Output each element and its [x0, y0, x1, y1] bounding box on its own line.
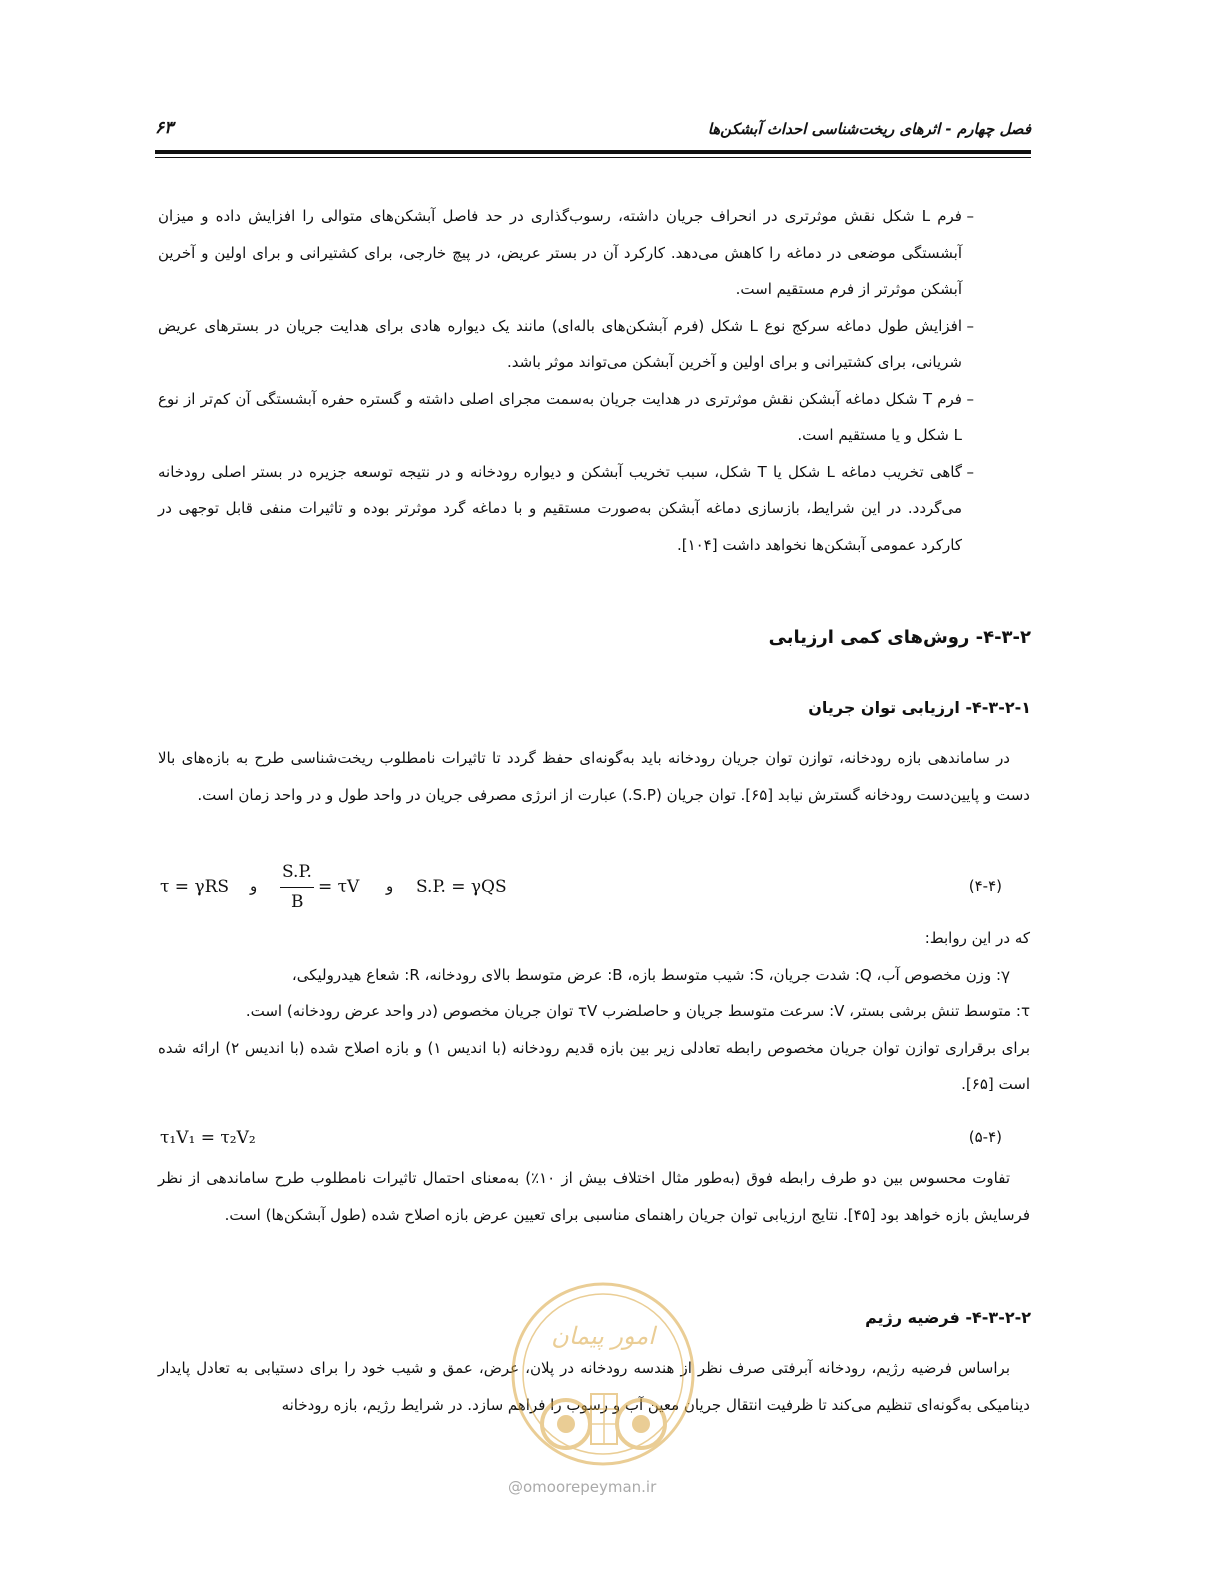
watermark-logo-text: امور پیمان — [551, 1322, 655, 1350]
page-number: ۶۳ — [155, 118, 174, 138]
list-item: – گاهی تخریب دماغه L شکل یا T شکل، سبب تخریب آبشکن و دیواره رودخانه و در نتیجه توسعه جزیره در بستر اصلی رودخانه می‌گردد. در این شرایط، بازسازی دماغه آبشکن به‌صورت مستقیم و با دماغه گرد موثرتر بوده و تاثیرات منفی قابل توجهی در کارکرد عمومی آبشکن‌ها نخواهد داشت [۱۰۴]. — [158, 454, 1030, 564]
equation-label: (۵-۴) — [968, 1128, 1002, 1146]
paragraph: تفاوت محسوس بین دو طرف رابطه فوق (به‌طور مثال اختلاف بیش از ۱۰٪) به‌معنای احتمال تاثیرات نامطلوب طرح ساماندهی از نظر فرسایش بازه خواهد بود [۴۵]. نتایج ارزیابی توان جریان راهنمای مناسبی برای تعیین عرض بازه اصلاح شده (طول آبشکن‌ها) است. — [158, 1169, 1030, 1224]
eq-frac-num: S.P. — [282, 862, 312, 882]
list-item: – افزایش طول دماغه سرکج نوع L شکل (فرم آبشکن‌های باله‌ای) مانند یک دیواره هادی برای هدایت جریان در بسترهای عریض شریانی، برای کشتیرانی و برای اولین و آخرین آبشکن می‌تواند موثر باشد. — [158, 308, 1030, 381]
bullet-list — [158, 198, 1030, 563]
section-heading: ۴-۳-۲- روش‌های کمی ارزیابی — [768, 627, 1031, 648]
equation-label: (۴-۴) — [968, 877, 1002, 895]
eq-frac-rhs: = τV — [318, 877, 360, 897]
header-rule-thin — [155, 157, 1031, 158]
chapter-title: فصل چهارم - اثرهای ریخت‌شناسی احداث آبشکن‌ها — [707, 120, 1031, 138]
definitions: که در این روابط: γ: وزن مخصوص آب، Q: شدت جریان، S: شیب متوسط بازه، B: عرض متوسط بالای رودخانه، R: شعاع هیدرولیکی، τ: متوسط تنش برشی بستر، V: سرعت متوسط جریان و حاصلضرب τV توان جریان مخصوص (در واحد عرض رودخانه) است. برای برقراری توازن توان جریان مخصوص رابطه تعادلی زیر بین بازه قدیم رودخانه (با اندیس ۱) و بازه اصلاح شده (با اندیس ۲) ارائه شده است [۶۵]. — [158, 929, 1031, 1093]
header-rule-thick — [155, 150, 1031, 154]
eq-and: و — [250, 877, 258, 895]
equation-5-4 — [158, 1124, 1030, 1156]
eq-frac-bar — [280, 887, 314, 888]
list-item: – فرم T شکل دماغه آبشکن نقش موثرتری در هدایت جریان به‌سمت مجرای اصلی داشته و گستره حفره آبشستگی آن کم‌تر از نوع L شکل و یا مستقیم است. — [158, 381, 1030, 454]
paragraph: در ساماندهی بازه رودخانه، توازن توان جریان رودخانه باید به‌گونه‌ای حفظ گردد تا تاثیرات نامطلوب ریخت‌شناسی طرح به بازه‌های بالا دست و پایین‌دست رودخانه گسترش نیابد [۶۵]. توان جریان (S.P.) عبارت از انرژی مصرفی جریان در واحد طول و در واحد زمان است. — [158, 749, 1030, 804]
subsection-heading: ۴-۳-۲-۱- ارزیابی توان جریان — [808, 698, 1031, 717]
bullet-dash: – — [966, 316, 974, 335]
equation-4-4 — [158, 860, 1030, 920]
watermark-logo-icon — [496, 1274, 710, 1488]
subsection-heading: ۴-۳-۲-۲- فرضیه رژیم — [865, 1308, 1031, 1327]
watermark-site: @omoorepeyman.ir — [508, 1478, 657, 1496]
eq-stream-power: S.P. = γQS — [416, 877, 507, 897]
list-item: – فرم L شکل نقش موثرتری در انحراف جریان داشته، رسوب‌گذاری در حد فاصل آبشکن‌های متوالی را افزایش داده و میزان آبشستگی موضعی در دماغه را کاهش می‌دهد. کارکرد آن در بستر عریض، در پیچ خارجی، برای کشتیرانی و برای اولین و آخرین آبشکن موثرتر از فرم مستقیم است. — [158, 198, 1030, 308]
eq-tau: τ = γRS — [160, 877, 230, 897]
eq-frac-den: B — [291, 892, 304, 912]
bullet-dash: – — [966, 207, 974, 225]
bullet-dash: – — [966, 389, 974, 408]
paragraph: براساس فرضیه رژیم، رودخانه آبرفتی صرف نظر از هندسه رودخانه در پلان، عرض، عمق و شیب خود را برای دستیابی به تعادل پایدار دینامیکی به‌گونه‌ای تنظیم می‌کند تا ظرفیت انتقال جریان معین آب و رسوب را فراهم سازد. در شرایط رژیم، بازه رودخانه — [158, 1359, 1030, 1414]
eq-balance: τ₁V₁ = τ₂V₂ — [160, 1128, 256, 1148]
eq-and: و — [386, 877, 394, 895]
bullet-dash: – — [966, 462, 974, 481]
